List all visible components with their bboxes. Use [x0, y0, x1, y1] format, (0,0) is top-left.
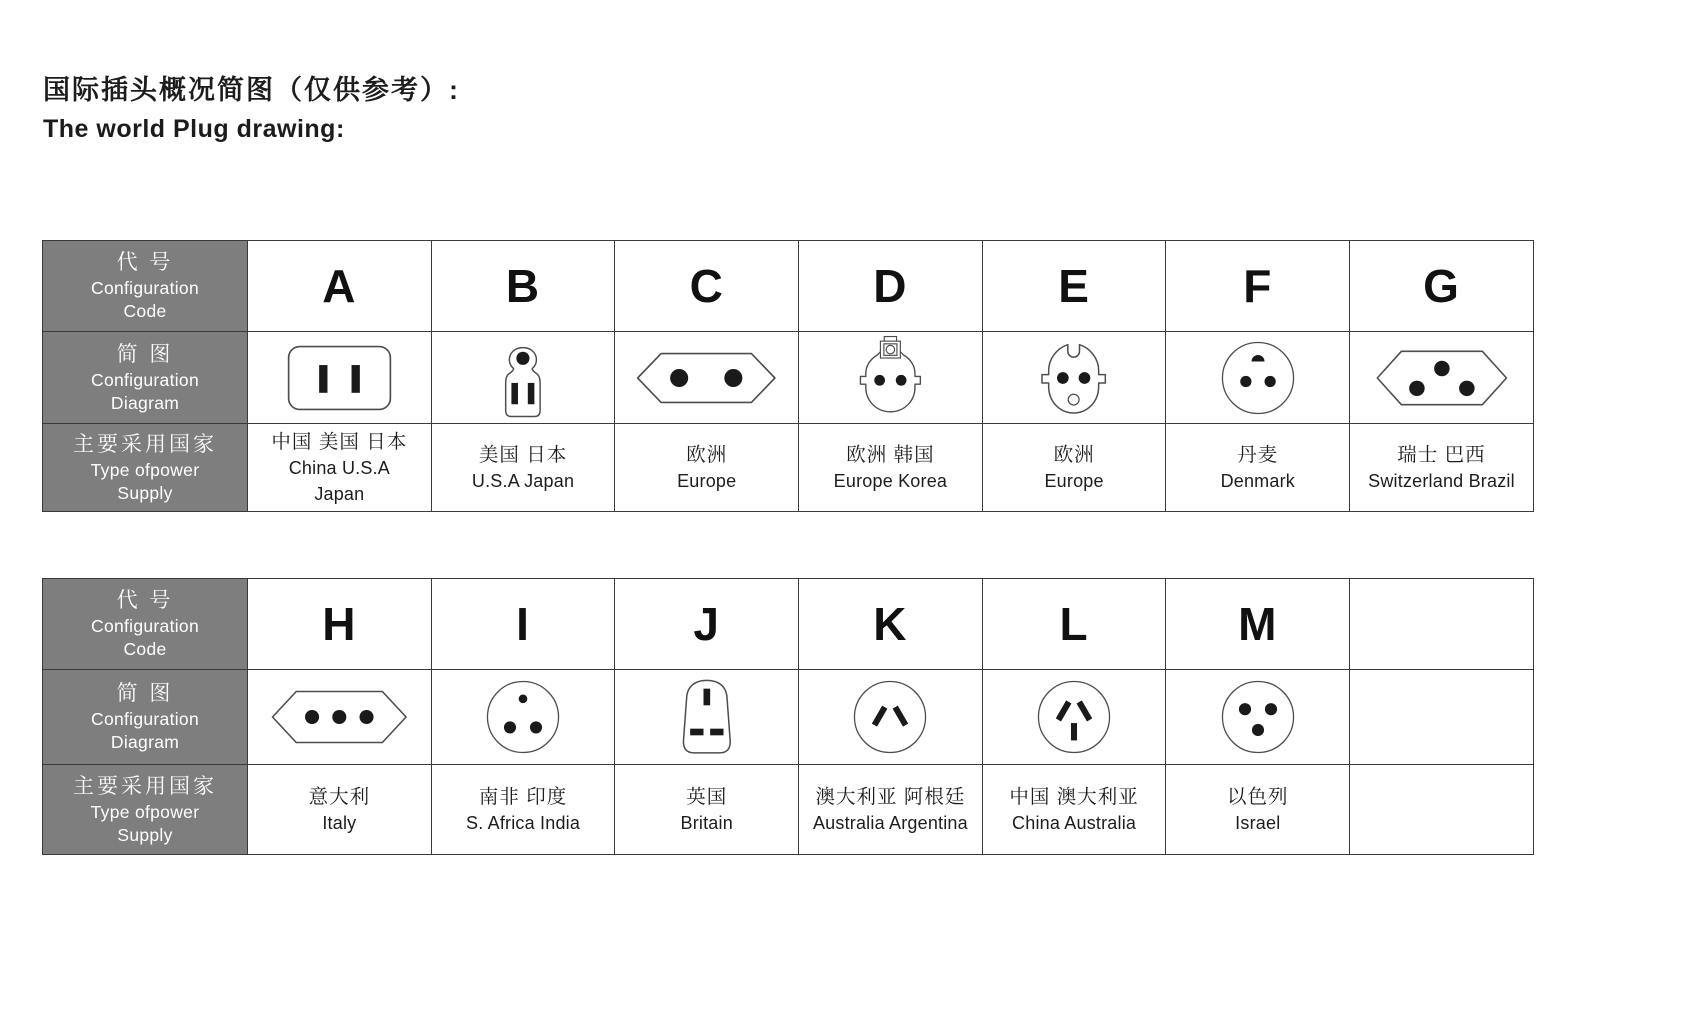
code-cell-e [982, 241, 1166, 332]
diagram-cell-h [248, 670, 432, 765]
countries-cell-f [1166, 424, 1350, 512]
diagram-label-en2-2: Diagram [110, 732, 180, 753]
countries-zh-g: 瑞士 巴西 [1397, 443, 1486, 466]
title-chinese: 国际插头概况简图（仅供参考）: [43, 75, 460, 105]
countries-cell-d [799, 424, 983, 512]
countries-zh-d: 欧洲 韩国 [846, 443, 935, 466]
code-letter-h: H [322, 598, 357, 650]
code-letter-l: L [1059, 598, 1089, 650]
diagram-label-zh-2: 简 图 [116, 682, 174, 706]
table1-diagram-row-label [43, 332, 248, 424]
code-letter-b: B [505, 260, 541, 312]
table2-country-row-label [43, 765, 248, 855]
code-cell-m [1166, 579, 1350, 670]
type-e-french-plug-icon [1032, 338, 1115, 418]
supply-label-en2-2: Supply [117, 824, 173, 845]
diagram-cell-k [799, 670, 983, 765]
countries-en-h: Italy [322, 813, 357, 834]
code-label-zh-2: 代 号 [116, 589, 174, 613]
countries-cell-h [248, 765, 432, 855]
table1-code-row [43, 241, 1534, 332]
countries-zh-a: 中国 美国 日本 [271, 431, 408, 454]
countries-zh-h: 意大利 [308, 785, 371, 808]
type-g-swiss-plug-icon [1373, 347, 1511, 409]
code-letter-i: I [516, 598, 530, 650]
diagram-cell-g [1350, 332, 1534, 424]
table1-diagram-row [43, 332, 1534, 424]
countries-zh-f: 丹麦 [1237, 443, 1279, 466]
countries-cell-g [1350, 424, 1534, 512]
type-m-israeli-plug-icon [1219, 678, 1297, 756]
code-label-en2: Code [123, 301, 167, 322]
countries-en-l: China Australia [1012, 813, 1137, 834]
code-letter-a: A [322, 260, 357, 312]
code-cell-g [1350, 241, 1534, 332]
code-letter-d: D [873, 260, 908, 312]
code-cell-k [799, 579, 983, 670]
diagram-cell-c [615, 332, 799, 424]
code-cell-f [1166, 241, 1350, 332]
type-k-australia-argentina-plug-icon [851, 678, 929, 756]
diagram-label-en1: Configuration [91, 369, 199, 390]
code-label-en1: Configuration [91, 278, 199, 299]
countries-cell-empty [1350, 765, 1534, 855]
countries-cell-l [982, 765, 1166, 855]
countries-en-d: Europe Korea [833, 471, 948, 492]
code-cell-c [615, 241, 799, 332]
supply-label-en1: Type ofpower [90, 459, 200, 480]
countries-cell-j [615, 765, 799, 855]
diagram-cell-empty [1350, 670, 1534, 765]
countries-zh-i: 南非 印度 [478, 785, 568, 808]
countries-en-c: Europe [677, 471, 737, 492]
countries-en-f: Denmark [1220, 471, 1295, 492]
title-english: The world Plug drawing: [43, 115, 345, 143]
diagram-cell-b [431, 332, 615, 424]
code-cell-j [615, 579, 799, 670]
countries-en-b: U.S.A Japan [471, 471, 575, 492]
countries-zh-j: 英国 [686, 785, 728, 808]
code-cell-l [982, 579, 1166, 670]
code-cell-a [248, 241, 432, 332]
supply-label-en1-2: Type ofpower [90, 801, 200, 822]
type-a-flat-two-pin-plug-icon [284, 341, 395, 415]
code-cell-b [431, 241, 615, 332]
supply-label-zh: 主要采用国家 [73, 432, 217, 456]
code-cell-i [431, 579, 615, 670]
diagram-cell-j [615, 670, 799, 765]
table2-code-row-label [43, 579, 248, 670]
table2-diagram-row-label [43, 670, 248, 765]
countries-cell-e [982, 424, 1166, 512]
table2-code-row [43, 579, 1534, 670]
table1-country-row [43, 424, 1534, 512]
countries-en-j: Britain [680, 813, 733, 834]
diagram-cell-f [1166, 332, 1350, 424]
supply-label-en2: Supply [117, 482, 173, 503]
countries-zh-k: 澳大利亚 阿根廷 [815, 785, 966, 808]
countries-en-a: China U.S.A [288, 458, 390, 479]
table2-country-row [43, 765, 1534, 855]
code-letter-f: F [1243, 260, 1273, 312]
code-letter-j: J [693, 598, 721, 650]
code-letter-k: K [873, 598, 908, 650]
diagram-label-en1-2: Configuration [91, 709, 199, 730]
diagram-cell-a [248, 332, 432, 424]
code-letter-c: C [689, 260, 724, 312]
countries-zh-e: 欧洲 [1053, 443, 1095, 466]
code-label-en1-2: Configuration [91, 616, 199, 637]
countries-en-e: Europe [1044, 471, 1104, 492]
type-h-italian-plug-icon [269, 688, 410, 746]
code-cell-d [799, 241, 983, 332]
type-j-british-plug-icon [671, 677, 743, 757]
countries-cell-b [431, 424, 615, 512]
countries-cell-k [799, 765, 983, 855]
type-c-europlug-icon [634, 350, 779, 406]
countries-zh-m: 以色列 [1227, 785, 1289, 808]
countries-en-i: S. Africa India [466, 813, 581, 834]
type-d-schuko-plug-icon [852, 335, 929, 421]
countries-cell-m [1166, 765, 1350, 855]
code-cell-empty [1350, 579, 1534, 670]
code-label-en2-2: Code [123, 639, 167, 660]
diagram-label-zh: 简 图 [116, 342, 174, 366]
code-letter-m: M [1238, 598, 1278, 650]
countries-en-k: Australia Argentina [812, 813, 968, 834]
countries-en2-a: Japan [314, 483, 365, 504]
countries-cell-c [615, 424, 799, 512]
table1-code-row-label [43, 241, 248, 332]
code-label-zh: 代 号 [116, 251, 174, 275]
countries-cell-a [248, 424, 432, 512]
countries-en-g: Switzerland Brazil [1368, 471, 1515, 492]
supply-label-zh-2: 主要采用国家 [73, 774, 217, 798]
countries-zh-l: 中国 澳大利亚 [1009, 785, 1139, 808]
diagram-label-en2: Diagram [110, 392, 180, 413]
code-cell-h [248, 579, 432, 670]
diagram-cell-i [431, 670, 615, 765]
diagram-cell-d [799, 332, 983, 424]
countries-cell-i [431, 765, 615, 855]
plug-table-h-to-m [42, 578, 1534, 855]
table2-diagram-row [43, 670, 1534, 765]
diagram-cell-e [982, 332, 1166, 424]
countries-zh-c: 欧洲 [686, 443, 728, 466]
countries-zh-b: 美国 日本 [478, 443, 568, 466]
table1-country-row-label [43, 424, 248, 512]
code-letter-e: E [1058, 260, 1090, 312]
diagram-cell-l [982, 670, 1166, 765]
countries-en-m: Israel [1235, 813, 1281, 834]
type-i-safrica-india-plug-icon [484, 678, 562, 756]
diagram-cell-m [1166, 670, 1350, 765]
type-f-danish-plug-icon [1219, 339, 1297, 417]
page-title [43, 68, 460, 144]
code-letter-g: G [1423, 260, 1460, 312]
plug-table-a-to-g [42, 240, 1534, 512]
type-b-us-grounded-plug-icon [486, 337, 560, 419]
type-l-china-australia-plug-icon [1035, 678, 1113, 756]
